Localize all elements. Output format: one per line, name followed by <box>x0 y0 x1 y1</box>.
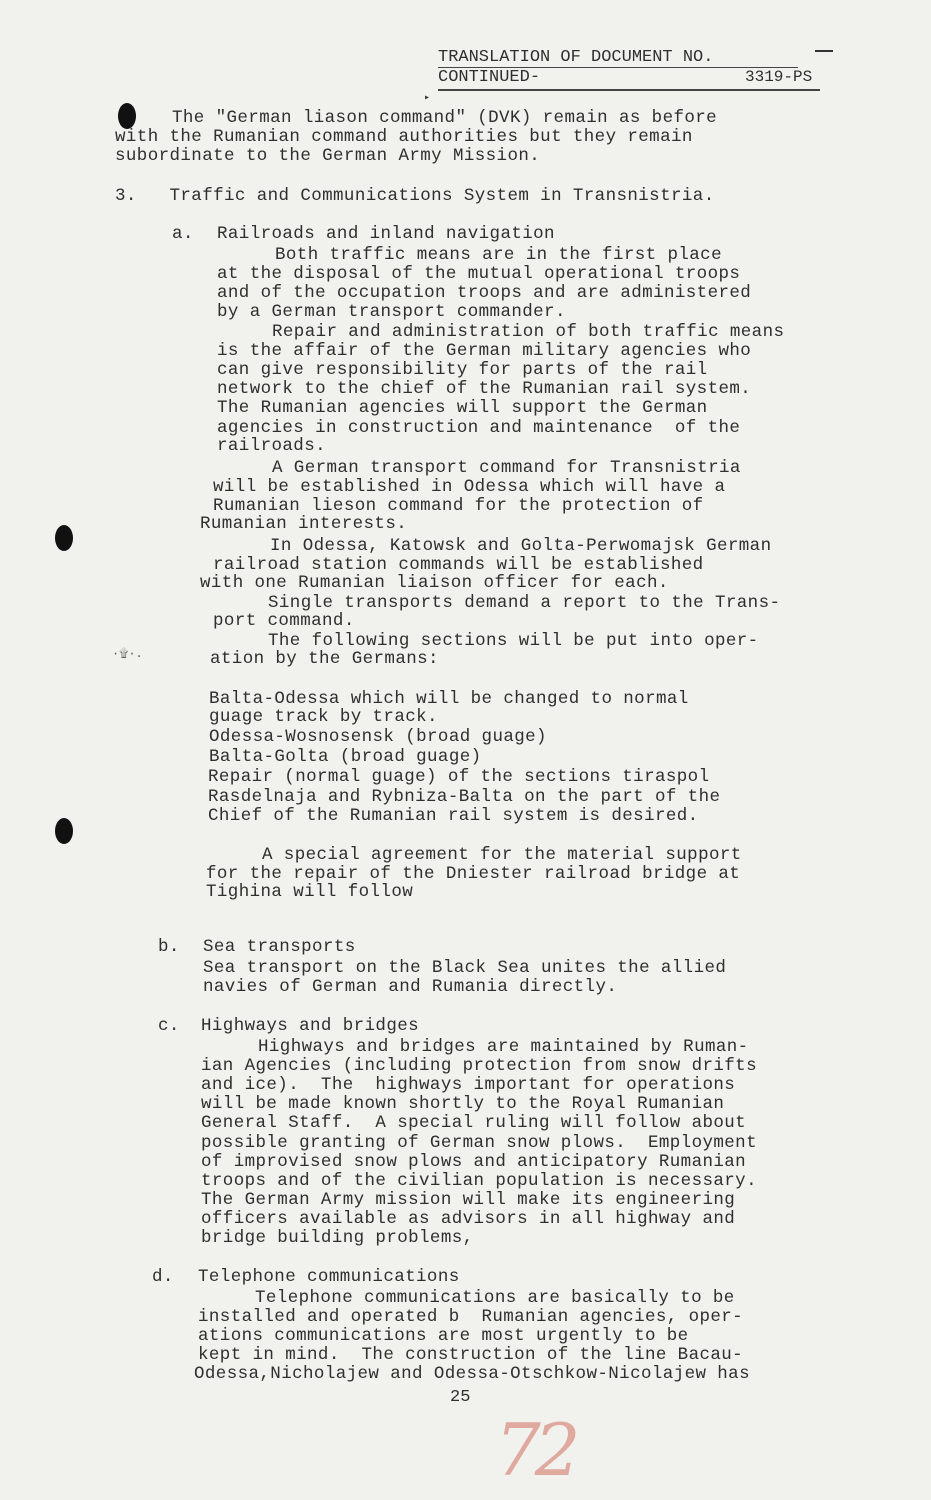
handwritten-page-number: 72 <box>495 1408 575 1492</box>
text-line: network to the chief of the Rumanian rail system. <box>217 379 752 399</box>
text-line: Sea transport on the Black Sea unites the allied <box>203 958 727 978</box>
text-line: Telephone communications are basically to be <box>255 1288 735 1308</box>
text-line: Rumanian lieson command for the protection of <box>213 496 704 516</box>
text-line: with the Rumanian command authorities but they remain <box>115 127 693 147</box>
text-line: railroads. <box>217 436 327 456</box>
text-line: Rumanian interests. <box>200 514 408 534</box>
punch-hole-mark <box>55 525 73 551</box>
header-continued: CONTINUED- <box>438 68 541 87</box>
text-line: bridge building problems, <box>201 1228 474 1248</box>
text-line: subordinate to the German Army Mission. <box>115 146 541 166</box>
text-line: Rasdelnaja and Rybniza-Balta on the part of the <box>208 787 721 807</box>
tick-mark: ▸ <box>424 93 431 104</box>
text-line: and of the occupation troops and are administered <box>217 283 752 303</box>
subsection-title: Telephone communications <box>198 1267 460 1287</box>
header-underline <box>438 67 798 68</box>
text-line: The German Army mission will make its engineering <box>201 1190 736 1210</box>
subsection-marker: a. <box>172 224 194 244</box>
text-line: by a German transport commander. <box>217 302 566 322</box>
text-line: Chief of the Rumanian rail system is desired. <box>208 806 699 826</box>
text-line: The Rumanian agencies will support the German <box>217 398 708 418</box>
text-line: A German transport command for Transnistria <box>272 458 741 478</box>
text-line: Balta-Golta (broad guage) <box>209 747 482 767</box>
text-line: Tighina will follow <box>206 882 414 902</box>
text-line: agencies in construction and maintenance of the <box>217 418 741 438</box>
text-line: Odessa-Wosnosensk (broad guage) <box>209 727 547 747</box>
text-line: will be made known shortly to the Royal Rumanian <box>201 1094 725 1114</box>
text-line: ations communications are most urgently to be <box>198 1326 689 1346</box>
text-line: Single transports demand a report to the Trans- <box>268 593 781 613</box>
text-line: possible granting of German snow plows. Employment <box>201 1133 757 1153</box>
punch-hole-mark <box>118 103 136 129</box>
text-line: guage track by track. <box>209 707 438 727</box>
text-line: for the repair of the Dniester railroad bridge at <box>206 864 741 884</box>
text-line: ation by the Germans: <box>210 649 439 669</box>
text-line: The following sections will be put into oper- <box>268 631 759 651</box>
text-line: In Odessa, Katowsk and Golta-Perwomajsk German <box>270 536 772 556</box>
header-title: TRANSLATION OF DOCUMENT NO. <box>438 48 714 67</box>
text-line: navies of German and Rumania directly. <box>203 977 618 997</box>
subsection-marker: c. <box>158 1016 180 1036</box>
text-line: railroad station commands will be established <box>213 555 704 575</box>
text-line: will be established in Odessa which will have a <box>213 477 726 497</box>
text-line: at the disposal of the mutual operational troops <box>217 264 741 284</box>
page-number: 25 <box>450 1388 471 1407</box>
text-line: Repair and administration of both traffic means <box>272 322 785 342</box>
text-line: and ice). The highways important for operations <box>201 1075 736 1095</box>
punch-hole-mark <box>55 818 73 844</box>
header-dash <box>815 50 833 52</box>
text-line: officers available as advisors in all highway and <box>201 1209 736 1229</box>
text-line: troops and of the civilian population is necessary. <box>201 1171 757 1191</box>
text-line: Repair (normal guage) of the sections tiraspol <box>208 767 710 787</box>
text-line: of improvised snow plows and anticipatory Rumanian <box>201 1152 747 1172</box>
text-line: with one Rumanian liaison officer for each. <box>200 573 669 593</box>
text-line: kept in mind. The construction of the line Bacau- <box>198 1345 744 1365</box>
ink-smear: ·۩·. <box>112 647 143 661</box>
text-line: ian Agencies (including protection from snow drifts <box>201 1056 757 1076</box>
section-heading: 3. Traffic and Communications System in Transnistria. <box>115 186 715 206</box>
header-double-rule <box>438 89 820 91</box>
document-number: 3319-PS <box>745 68 813 86</box>
text-line: port command. <box>213 611 355 631</box>
subsection-title: Highways and bridges <box>201 1016 420 1036</box>
text-line: General Staff. A special ruling will follow about <box>201 1113 747 1133</box>
text-line: Both traffic means are in the first place <box>275 245 722 265</box>
text-line: can give responsibility for parts of the rail <box>217 360 708 380</box>
text-line: Balta-Odessa which will be changed to normal <box>209 689 689 709</box>
text-line: A special agreement for the material support <box>262 845 742 865</box>
subsection-marker: b. <box>158 937 180 957</box>
text-line: installed and operated b Rumanian agencies, oper- <box>198 1307 744 1327</box>
subsection-title: Sea transports <box>203 937 356 957</box>
text-line: is the affair of the German military agencies who <box>217 341 752 361</box>
subsection-title: Railroads and inland navigation <box>217 224 555 244</box>
text-line: Highways and bridges are maintained by Ruman- <box>258 1037 749 1057</box>
text-line: The "German liason command" (DVK) remain as before <box>172 108 718 128</box>
subsection-marker: d. <box>152 1267 174 1287</box>
text-line: Odessa,Nicholajew and Odessa-Otschkow-Nicolajew has <box>194 1364 750 1384</box>
